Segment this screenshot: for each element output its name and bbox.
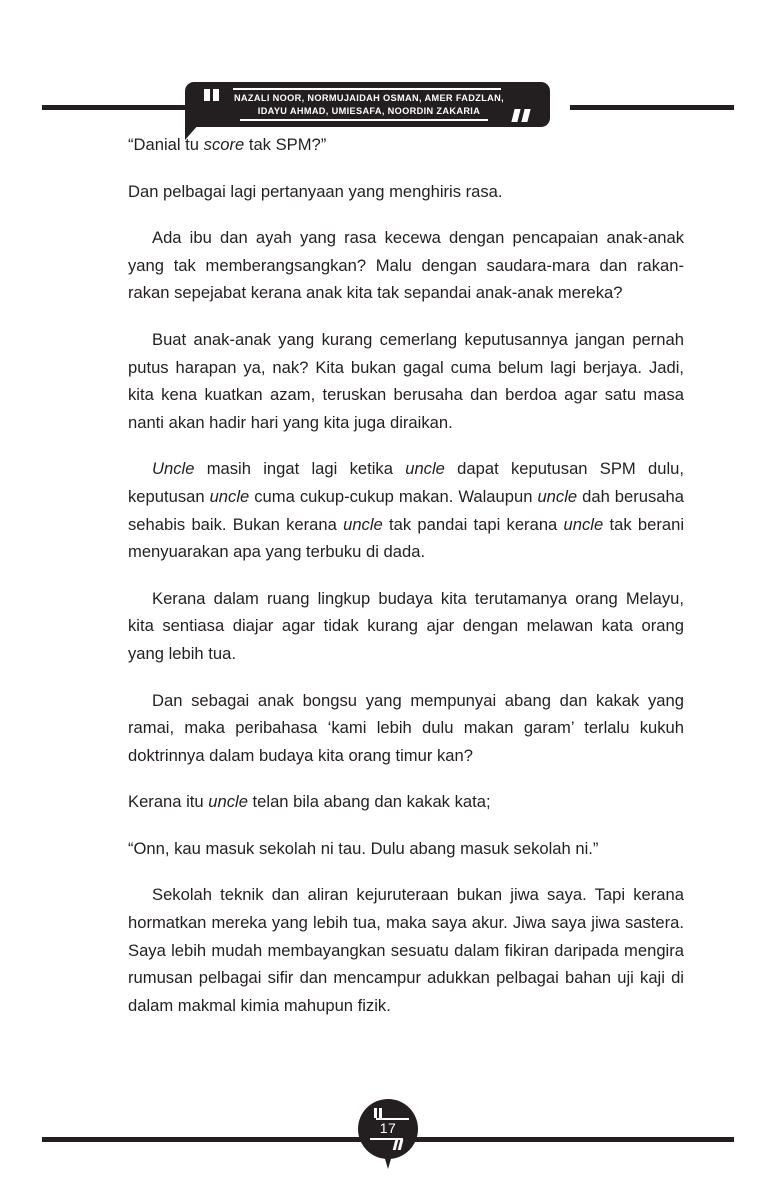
header-rule-right — [570, 105, 734, 110]
paragraph-3: Ada ibu dan ayah yang rasa kecewa dengan pencapaian anak-anak yang tak memberangsangkan? Malu dengan saudara-mara dan rakan-rakan sepejabat kerana anak kita tak sepandai anak-anak mereka? — [128, 228, 684, 303]
emphasis-uncle: uncle — [563, 514, 604, 534]
author-names-line-1: NAZALI NOOR, NORMUJAIDAH OSMAN, AMER FADZLAN, — [233, 93, 505, 103]
paragraph-5: Uncle masih ingat lagi ketika uncle dapat keputusan SPM dulu, keputusan uncle cuma cukup-cukup makan. Walaupun uncle dah berusaha sehabis baik. Bukan kerana uncle tak pandai tapi kerana uncle tak berani menyuarakan apa yang terbuku di dada. — [128, 459, 685, 562]
emphasis-uncle: uncle — [343, 514, 383, 534]
badge-content — [358, 1099, 418, 1159]
page-number-badge — [358, 1099, 418, 1175]
page-body-text — [128, 131, 684, 1019]
badge-quote-close-icon — [394, 1140, 405, 1150]
header-divider-top — [233, 88, 501, 90]
header-rule-left — [42, 105, 190, 110]
paragraph-6: Kerana dalam ruang lingkup budaya kita terutamanya orang Melayu, kita sentiasa diajar agar tidak kurang ajar dengan melawan kata orang yang lebih tua. — [128, 588, 684, 663]
paragraph-9: “Onn, kau masuk sekolah ni tau. Dulu abang masuk sekolah ni.” — [128, 838, 599, 858]
header-divider-bottom — [240, 119, 488, 121]
emphasis-uncle: uncle — [208, 792, 248, 812]
emphasis-uncle: Uncle — [152, 459, 195, 479]
header-content — [185, 82, 550, 127]
page-number: 17 — [379, 1120, 397, 1136]
paragraph-2: Dan pelbagai lagi pertanyaan yang menghiris rasa. — [128, 181, 503, 201]
paragraph-1: “Danial tu score tak SPM?” — [128, 135, 327, 154]
emphasis-uncle: uncle — [537, 486, 578, 506]
emphasis-score: score — [203, 135, 245, 154]
emphasis-uncle: uncle — [405, 459, 445, 479]
paragraph-4: Buat anak-anak yang kurang cemerlang keputusannya jangan pernah putus harapan ya, nak? Kita bukan gagal cuma belum lagi berjaya. Jadi, kita kena kuatkan azam, teruskan berusaha dan berdoa agar satu masa nanti akan hadir hari yang kita juga diraikan. — [128, 329, 684, 432]
author-names-line-2: IDAYU AHMAD, UMIESAFA, NOORDIN ZAKARIA — [257, 105, 481, 116]
badge-quote-open-icon — [374, 1108, 384, 1118]
paragraph-10: Sekolah teknik dan aliran kejuruteraan bukan jiwa saya. Tapi kerana hormatkan mereka yang lebih tua, maka saya akur. Jiwa saya jiwa sastera. Saya lebih mudah membayangkan sesuatu dalam fikiran daripada mengira rumusan pelbagai sifir dan mencampur adukkan pelbagai bahan uji kaji di dalam makmal kimia mahupun fizik. — [128, 885, 684, 1015]
paragraph-8: Kerana itu uncle telan bila abang dan kakak kata; — [128, 792, 491, 812]
quote-close-icon — [513, 109, 533, 122]
author-names — [231, 92, 507, 117]
quote-open-icon — [204, 89, 222, 101]
emphasis-uncle: uncle — [209, 486, 250, 506]
page-header — [0, 40, 776, 116]
paragraph-7: Dan sebagai anak bongsu yang mempunyai abang dan kakak yang ramai, maka peribahasa ‘kami lebih dulu makan garam’ terlalu kukuh doktrinnya dalam budaya kita orang timur kan? — [128, 690, 684, 765]
